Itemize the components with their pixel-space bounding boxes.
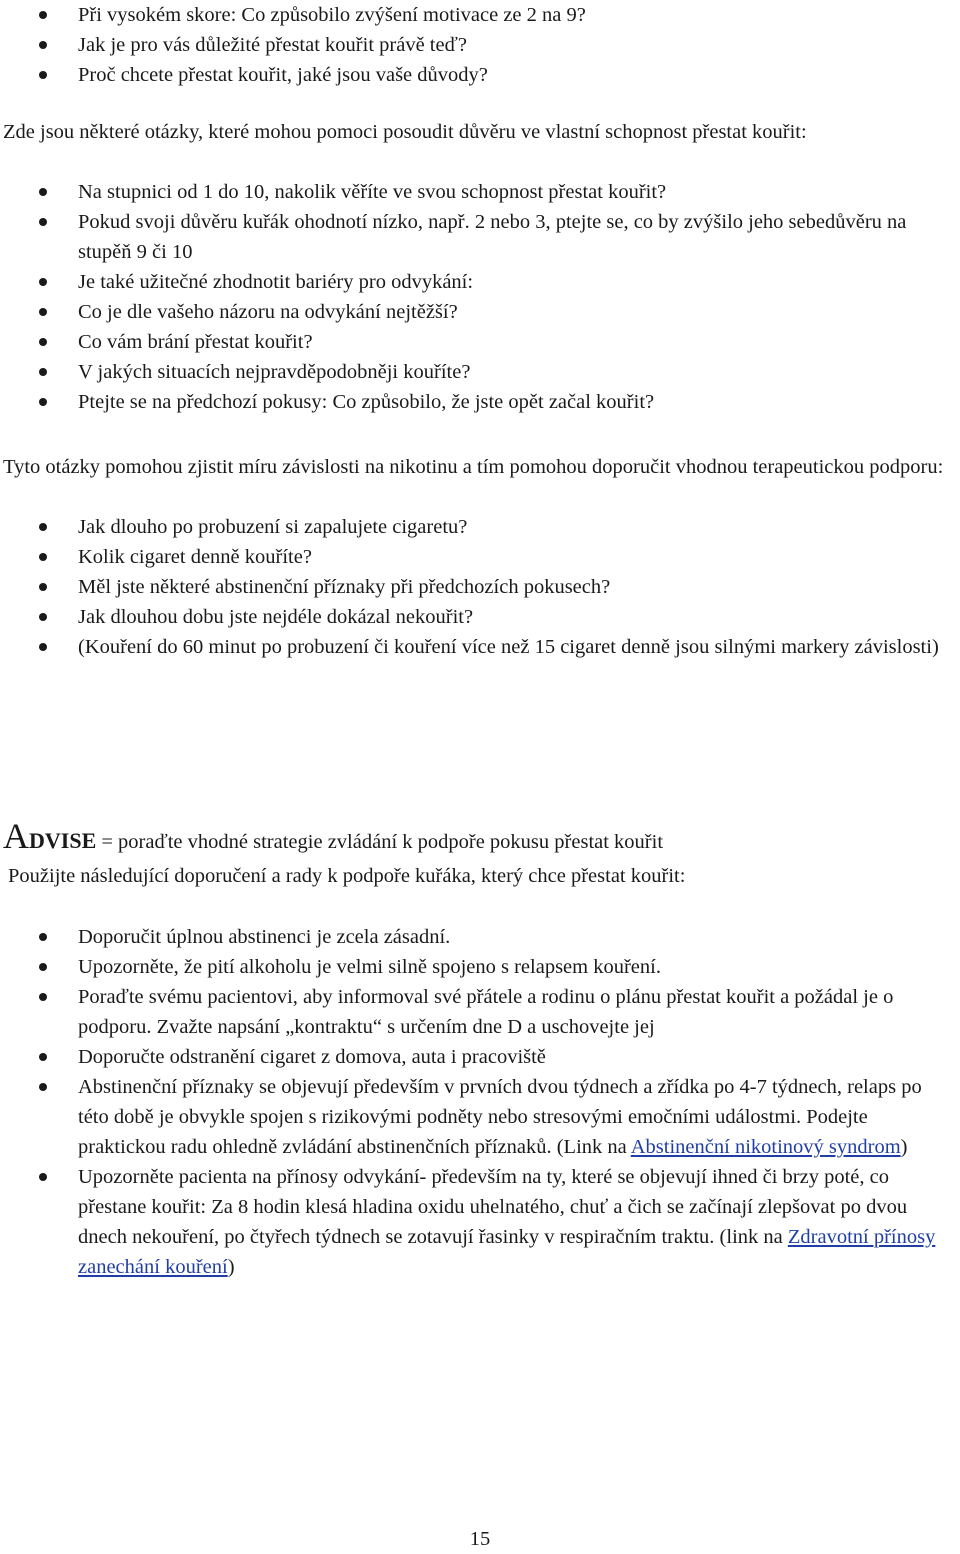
bullet-icon bbox=[39, 218, 47, 226]
list-item: Poraďte svému pacientovi, aby informoval své přátele a rodinu o plánu přestat kouřit a požádal je o podporu. Zvažte napsání „kontraktu“ s určením dne D a uschovejte jej bbox=[0, 982, 960, 1042]
list-item: Na stupnici od 1 do 10, nakolik věříte ve svou schopnost přestat kouřit? bbox=[0, 177, 960, 207]
advise-intro: Použijte následující doporučení a rady k podpoře kuřáka, který chce přestat kouřit: bbox=[8, 865, 686, 887]
list-item: Kolik cigaret denně kouříte? bbox=[0, 542, 960, 572]
list-item: Jak dlouhou dobu jste nejdéle dokázal nekouřit? bbox=[0, 602, 960, 632]
advise-recommendations-list bbox=[0, 922, 960, 1282]
list-item: Při vysokém skore: Co způsobilo zvýšení motivace ze 2 na 9? bbox=[0, 0, 960, 30]
list-item: Upozorněte pacienta na přínosy odvykání- především na ty, které se objevují ihned či brzy poté, co přestane kouřit: Za 8 hodin klesá hladina oxidu uhelnatého, chuť a čich se začínají zlepšovat po dvou dnech nekouření, po čtyřech týdnech se zotavují řasinky v respiračním traktu. (link na Zdravotní přínosy zanechání kouření) bbox=[0, 1162, 960, 1282]
list-item: Co je dle vašeho názoru na odvykání nejtěžší? bbox=[0, 297, 960, 327]
confidence-paragraph: Zde jsou některé otázky, které mohou pomoci posoudit důvěru ve vlastní schopnost přestat kouřit: bbox=[3, 121, 807, 143]
advise-heading bbox=[3, 816, 953, 862]
list-item: Pokud svoji důvěru kuřák ohodnotí nízko, např. 2 nebo 3, ptejte se, co by zvýšilo jeho sebedůvěru na stupěň 9 či 10 bbox=[0, 207, 960, 267]
list-item: Upozorněte, že pití alkoholu je velmi silně spojeno s relapsem kouření. bbox=[0, 952, 960, 982]
bullet-icon bbox=[39, 278, 47, 286]
bullet-icon bbox=[39, 338, 47, 346]
bullet-icon bbox=[39, 1083, 47, 1091]
list-item: Jak je pro vás důležité přestat kouřit právě teď? bbox=[0, 30, 960, 60]
page-number: 15 bbox=[469, 1528, 491, 1550]
advise-definition: = poraďte vhodné strategie zvládání k podpoře pokusu přestat kouřit bbox=[96, 831, 664, 853]
bullet-icon bbox=[39, 41, 47, 49]
bullet-icon bbox=[39, 613, 47, 621]
list-item: Je také užitečné zhodnotit bariéry pro odvykání: bbox=[0, 267, 960, 297]
advise-rest-caps: DVISE bbox=[29, 828, 97, 853]
bullet-icon bbox=[39, 368, 47, 376]
abstinence-syndrome-link[interactable]: Abstinenční nikotinový syndrom bbox=[630, 1136, 901, 1158]
list-item: Co vám brání přestat kouřit? bbox=[0, 327, 960, 357]
bullet-icon bbox=[39, 71, 47, 79]
bullet-icon bbox=[39, 308, 47, 316]
list-item: Jak dlouho po probuzení si zapalujete cigaretu? bbox=[0, 512, 960, 542]
bullet-icon bbox=[39, 1053, 47, 1061]
dependence-paragraph: Tyto otázky pomohou zjistit míru závislosti na nikotinu a tím pomohou doporučit vhodnou terapeutickou podporu: bbox=[3, 456, 944, 478]
bullet-icon bbox=[39, 188, 47, 196]
list-item: Doporučit úplnou abstinenci je zcela zásadní. bbox=[0, 922, 960, 952]
bullet-icon bbox=[39, 398, 47, 406]
bullet-icon bbox=[39, 553, 47, 561]
bullet-icon bbox=[39, 583, 47, 591]
motivation-questions-list bbox=[0, 0, 960, 90]
bullet-icon bbox=[39, 963, 47, 971]
list-item: Doporučte odstranění cigaret z domova, auta i pracoviště bbox=[0, 1042, 960, 1072]
list-item: Proč chcete přestat kouřit, jaké jsou vaše důvody? bbox=[0, 60, 960, 90]
bullet-icon bbox=[39, 523, 47, 531]
list-item: Ptejte se na předchozí pokusy: Co způsobilo, že jste opět začal kouřit? bbox=[0, 387, 960, 417]
dependence-questions-list bbox=[0, 512, 960, 662]
bullet-icon bbox=[39, 11, 47, 19]
list-item: Měl jste některé abstinenční příznaky při předchozích pokusech? bbox=[0, 572, 960, 602]
health-benefits-link[interactable]: Zdravotní přínosy zanechání kouření bbox=[78, 1226, 936, 1278]
list-item: (Kouření do 60 minut po probuzení či kouření více než 15 cigaret denně jsou silnými markery závislosti) bbox=[0, 632, 960, 662]
bullet-icon bbox=[39, 1173, 47, 1181]
list-item: Abstinenční příznaky se objevují především v prvních dvou týdnech a zřídka po 4-7 týdnech, relaps po této době je obvykle spojen s rizikovými podněty nebo stresovými emočními událostmi. Podejte praktickou radu ohledně zvládání abstinenčních příznaků. (Link na Abstinenční nikotinový syndrom) bbox=[0, 1072, 960, 1162]
bullet-icon bbox=[39, 993, 47, 1001]
bullet-icon bbox=[39, 933, 47, 941]
list-item: V jakých situacích nejpravděpodobněji kouříte? bbox=[0, 357, 960, 387]
advise-first-letter: A bbox=[3, 816, 29, 856]
confidence-questions-list bbox=[0, 177, 960, 417]
bullet-icon bbox=[39, 643, 47, 651]
